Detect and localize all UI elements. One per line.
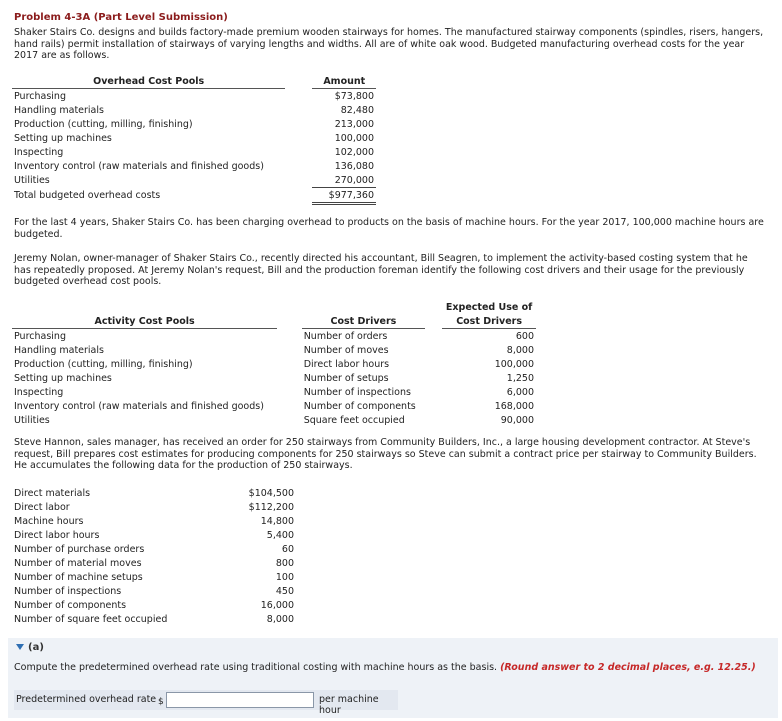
part-a-section <box>8 638 778 718</box>
table-row: Direct labor hours 5,400 <box>14 529 294 541</box>
overhead-col-pools: Overhead Cost Pools <box>12 74 285 89</box>
total-label: Total budgeted overhead costs <box>14 190 161 201</box>
activity-col-pools: Activity Cost Pools <box>12 314 277 329</box>
abc-paragraph: Jeremy Nolan, owner-manager of Shaker Stairs Co., recently directed his accountant, Bill Seagren, to implement the activity-based costing system that he has repeatedly proposed. At Jeremy Nolan's request, Bill and the production foreman identify the following cost drivers and their usage for the previously budgeted overhead cost pools. <box>14 253 748 287</box>
table-row: Number of inspections 450 <box>14 585 294 597</box>
rounding-hint: (Round answer to 2 decimal places, e.g. 12.25.) <box>500 662 756 673</box>
machine-hours-paragraph: For the last 4 years, Shaker Stairs Co. has been charging overhead to products on the basis of machine hours. For the year 2017, 100,000 machine hours are budgeted. <box>14 217 764 240</box>
table-row: Utilities 270,000 <box>14 174 374 186</box>
table-row: Purchasing $73,800 <box>14 90 374 102</box>
table-row: Setting up machines 100,000 <box>14 132 374 144</box>
table-row: Utilities Square feet occupied 90,000 <box>14 414 534 426</box>
rate-field-label: Predetermined overhead rate <box>16 694 157 705</box>
table-row: Number of material moves 800 <box>14 557 294 569</box>
use-col-line2: Cost Drivers <box>442 314 536 329</box>
intro-paragraph: Shaker Stairs Co. designs and builds factory-made premium wooden stairways for homes. The manufactured stairway components (spindles, risers, hangers, hand rails) permit installation of stairways of varying lengths and widths. All are of white oak wood. Budgeted manufacturing overhead costs for the year 2017 are as follows. <box>14 27 764 61</box>
chevron-down-icon <box>16 644 24 650</box>
part-a-heading: (a) <box>28 642 44 653</box>
table-row: Number of purchase orders 60 <box>14 543 294 555</box>
table-row: Setting up machines Number of setups 1,250 <box>14 372 534 384</box>
table-row: Inventory control (raw materials and finished goods) 136,080 <box>14 160 374 172</box>
table-row: Handling materials 82,480 <box>14 104 374 116</box>
table-row: Direct labor $112,200 <box>14 501 294 513</box>
activity-table <box>12 300 536 427</box>
answer-row <box>14 690 398 716</box>
order-paragraph: Steve Hannon, sales manager, has received an order for 250 stairways from Community Builders, Inc., a large housing development contractor. At Steve's request, Bill prepares cost estimates for producing components for 250 stairways so Steve can submit a contract price per stairway to Community Builders. He accumulates the following data for the production of 250 stairways. <box>14 437 757 471</box>
part-a-instruction: Compute the predetermined overhead rate using traditional costing with machine hours as the basis. (Round answer to 2 decimal places, e.g. 12.25.) <box>14 662 756 673</box>
table-row: Machine hours 14,800 <box>14 515 294 527</box>
rate-unit-label: per machine hour <box>319 694 379 716</box>
table-row: Production (cutting, milling, finishing) Direct labor hours 100,000 <box>14 358 534 370</box>
table-row: Production (cutting, milling, finishing) 213,000 <box>14 118 374 130</box>
overhead-table <box>12 74 376 205</box>
use-col-line1: Expected Use of <box>445 301 533 313</box>
overhead-col-amount: Amount <box>312 74 376 89</box>
currency-symbol: $ <box>158 697 164 707</box>
table-row: Number of components 16,000 <box>14 599 294 611</box>
table-row: Number of square feet occupied 8,000 <box>14 613 294 625</box>
table-row: Inventory control (raw materials and finished goods) Number of components 168,000 <box>14 400 534 412</box>
table-row: Purchasing Number of orders 600 <box>14 330 534 342</box>
problem-title: Problem 4-3A (Part Level Submission) <box>14 12 228 23</box>
total-amount: $977,360 <box>312 188 376 204</box>
table-row: Inspecting Number of inspections 6,000 <box>14 386 534 398</box>
table-row: Direct materials $104,500 <box>14 487 294 499</box>
production-data-table <box>12 486 296 626</box>
table-row: Number of machine setups 100 <box>14 571 294 583</box>
total-row <box>12 188 376 204</box>
table-row: Inspecting 102,000 <box>14 146 374 158</box>
activity-col-drivers: Cost Drivers <box>302 314 425 329</box>
predetermined-rate-input[interactable] <box>166 692 314 708</box>
part-a-toggle[interactable] <box>16 642 44 653</box>
table-row: Handling materials Number of moves 8,000 <box>14 344 534 356</box>
